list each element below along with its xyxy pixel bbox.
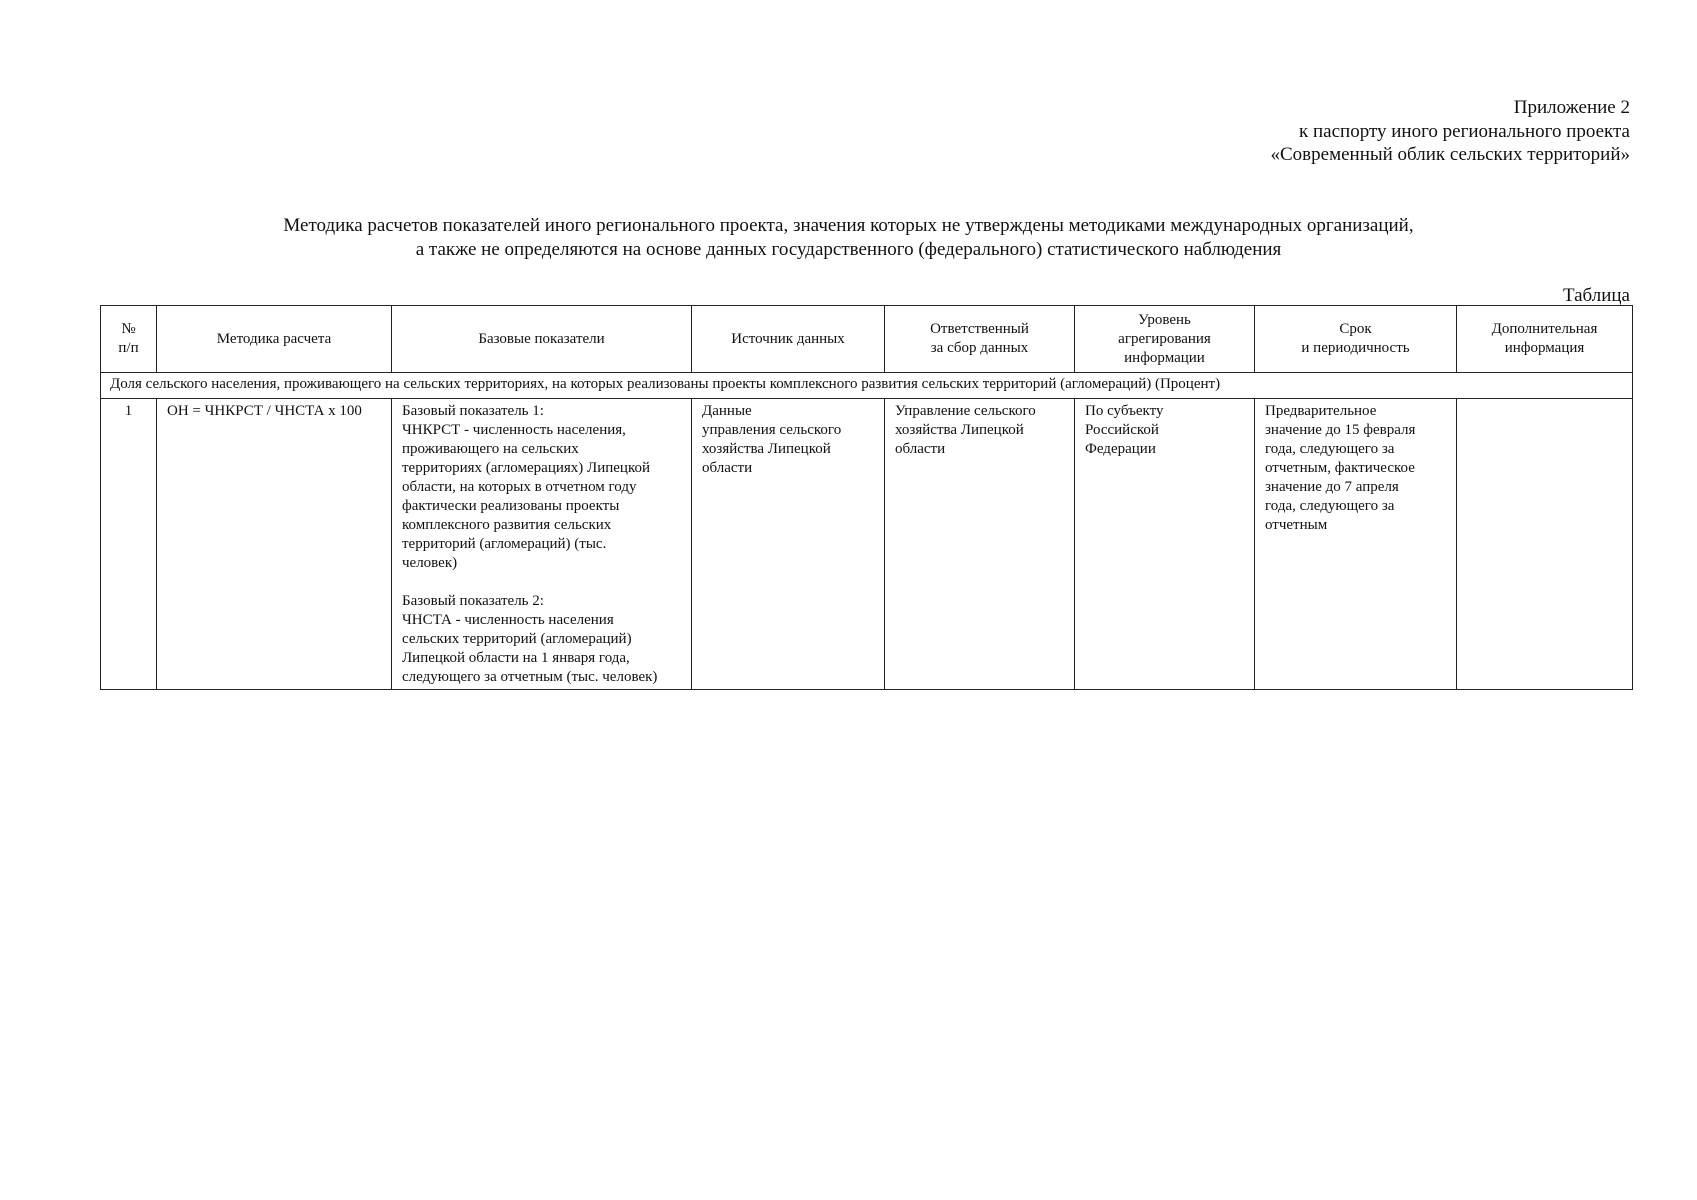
- document-title-line-1: Методика расчетов показателей иного регионального проекта, значения которых не утверждены методиками международных организаций,: [283, 215, 1414, 236]
- row-base-indicators: Базовый показатель 1: ЧНКРСТ - численность населения, проживающего на сельских территориях (агломерациях) Липецкой области, на которых в отчетном году фактически реализованы проекты комплексного развития сельских территорий (агломераций) (тыс. человек) Базовый показатель 2: ЧНСТА - численность населения сельских территорий (агломераций) Липецкой области на 1 января года, следующего за отчетным (тыс. человек): [392, 399, 692, 690]
- document-title-line-2: а также не определяются на основе данных государственного (федерального) статистического наблюдения: [415, 238, 1282, 260]
- appendix-line-3: «Современный облик сельских территорий»: [1270, 144, 1630, 165]
- row-aggregation-level: По субъекту Российской Федерации: [1075, 399, 1255, 690]
- appendix-header: [1030, 96, 1630, 167]
- section-row: [101, 373, 1633, 399]
- row-method: ОН = ЧНКРСТ / ЧНСТА x 100: [157, 399, 392, 690]
- header-responsible: Ответственный за сбор данных: [885, 306, 1075, 373]
- table-caption: Таблица: [1562, 285, 1630, 306]
- appendix-line-2: к паспорту иного регионального проекта: [1299, 120, 1630, 142]
- header-period: Срок и периодичность: [1255, 306, 1457, 373]
- header-aggregation-level: Уровень агрегирования информации: [1075, 306, 1255, 373]
- header-data-source: Источник данных: [692, 306, 885, 373]
- row-responsible: Управление сельского хозяйства Липецкой области: [885, 399, 1075, 690]
- header-number: № п/п: [101, 306, 157, 373]
- appendix-line-1: Приложение 2: [1513, 97, 1630, 118]
- methodology-table: [100, 305, 1633, 690]
- table-row: [101, 399, 1633, 690]
- header-base-indicators: Базовые показатели: [392, 306, 692, 373]
- header-method: Методика расчета: [157, 306, 392, 373]
- table-header-row: [101, 306, 1633, 373]
- row-period: Предварительное значение до 15 февраля года, следующего за отчетным, фактическое значение до 7 апреля года, следующего за отчетным: [1255, 399, 1457, 690]
- section-title: Доля сельского населения, проживающего на сельских территориях, на которых реализованы проекты комплексного развития сельских территорий (агломераций) (Процент): [101, 373, 1633, 399]
- row-number: 1: [101, 399, 157, 690]
- row-data-source: Данные управления сельского хозяйства Липецкой области: [692, 399, 885, 690]
- document-title: [0, 214, 1697, 261]
- row-additional-info: [1457, 399, 1633, 690]
- header-additional-info: Дополнительная информация: [1457, 306, 1633, 373]
